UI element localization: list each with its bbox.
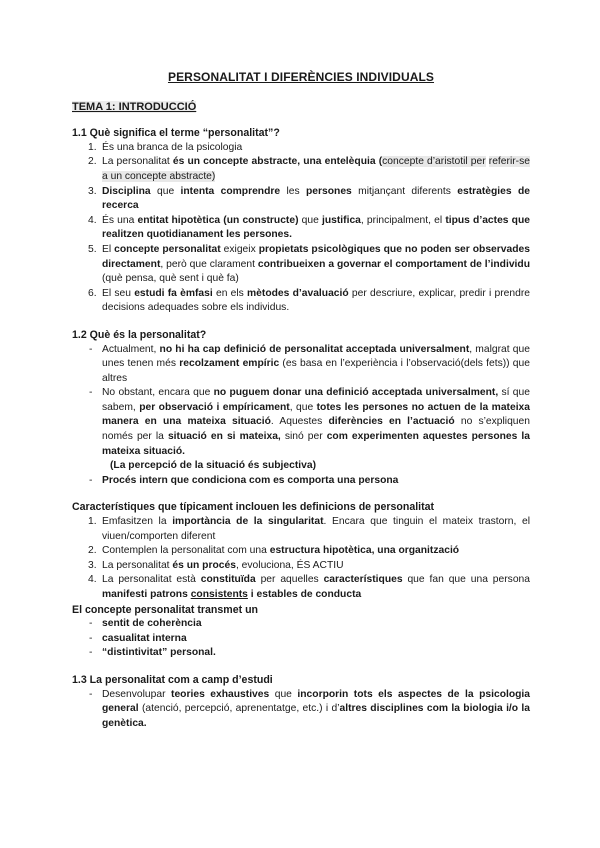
section-1-2-heading: 1.2 Què és la personalitat? bbox=[72, 328, 207, 341]
highlight: concepte d’aristotil per bbox=[382, 156, 486, 168]
list-item: - Procés intern que condiciona com es comporta una persona bbox=[89, 474, 399, 486]
list-item: 2. Contemplen la personalitat com una estructura hipotètica, una organització bbox=[88, 545, 460, 557]
section-1-1-list bbox=[72, 141, 530, 316]
list-item: - Actualment, no hi ha cap definició de personalitat acceptada universalment, malgrat que unes tenen més recolzament empíric (es basa en l’experiència i l’observació(dels fets)) que altres bbox=[89, 343, 530, 384]
list-item: - No obstant, encara que no puguem donar una definició acceptada universalment, sí que sabem, per observació i empíricament, que totes les persones no actuen de la mateixa manera en una mateixa situació. Aquestes diferències en l’actuació no s’expliquen només per la situació en si mateixa, sinó per com experimenten aquestes persones la mateixa situació. bbox=[89, 387, 531, 457]
list-item: 2. La personalitat és un concepte abstracte, una entelèquia (concepte d’aristotil per referir-se a un concepte abstracte) bbox=[88, 156, 530, 182]
list-item: - Desenvolupar teories exhaustives que incorporin tots els aspectes de la psicologia general (atenció, percepció, aprenentatge, etc.) i d’altres disciplines com la biologia i/o la genètica. bbox=[89, 688, 531, 729]
tema-label: TEMA 1: INTRODUCCIÓ bbox=[72, 100, 197, 113]
perception-note: (La percepció de la situació és subjectiva) bbox=[110, 460, 317, 472]
list-item: 3. La personalitat és un procés, evoluciona, ÉS ACTIU bbox=[88, 559, 344, 571]
list-item: - “distintivitat” personal. bbox=[89, 647, 216, 659]
list-item: 1. Emfasitzen la importància de la singularitat. Encara que tinguin el mateix trastorn, el viuen/comporten diferent bbox=[88, 516, 530, 542]
list-item: 1. És una branca de la psicologia bbox=[88, 141, 243, 153]
tema-heading bbox=[72, 100, 530, 115]
characteristics-list bbox=[72, 515, 530, 603]
list-item: - casualitat interna bbox=[89, 632, 187, 644]
section-1-1-heading: 1.1 Què significa el terme “personalitat”? bbox=[72, 127, 280, 140]
characteristics-heading: Característiques que típicament inclouen les definicions de personalitat bbox=[72, 501, 435, 514]
list-item: 4. La personalitat està constituïda per aquelles característiques que fan que una persona manifesti patrons consistents i estables de conducta bbox=[88, 574, 531, 600]
list-item: 3. Disciplina que intenta comprendre les persones mitjançant diferents estratègies de recerca bbox=[88, 185, 530, 212]
transmet-heading: El concepte personalitat transmet un bbox=[72, 603, 259, 616]
list-item: 6. El seu estudi fa èmfasi en els mètodes d’avaluació per descriure, explicar, predir i prendre decisions adequades sobre els individus. bbox=[88, 287, 530, 314]
section-1-3-heading: 1.3 La personalitat com a camp d’estudi bbox=[72, 673, 273, 686]
list-item: 5. El concepte personalitat exigeix propietats psicològiques que no poden ser observades directament, però que clarament contribueixen a governar el comportament de l’individu (què pensa, què sent i què fa) bbox=[88, 243, 530, 285]
highlight: referir-se a un concepte abstracte) bbox=[102, 156, 530, 182]
transmet-list bbox=[72, 617, 530, 661]
section-1-2-list bbox=[72, 343, 530, 460]
list-item: 4. És una entitat hipotètica (un constructe) que justifica, principalment, el tipus d’actes que realitzen quotidianament les persones. bbox=[88, 214, 530, 241]
section-1-3-list bbox=[72, 688, 530, 732]
document-title: PERSONALITAT I DIFERÈNCIES INDIVIDUALS bbox=[167, 70, 435, 84]
list-item: - sentit de coherència bbox=[89, 618, 202, 630]
